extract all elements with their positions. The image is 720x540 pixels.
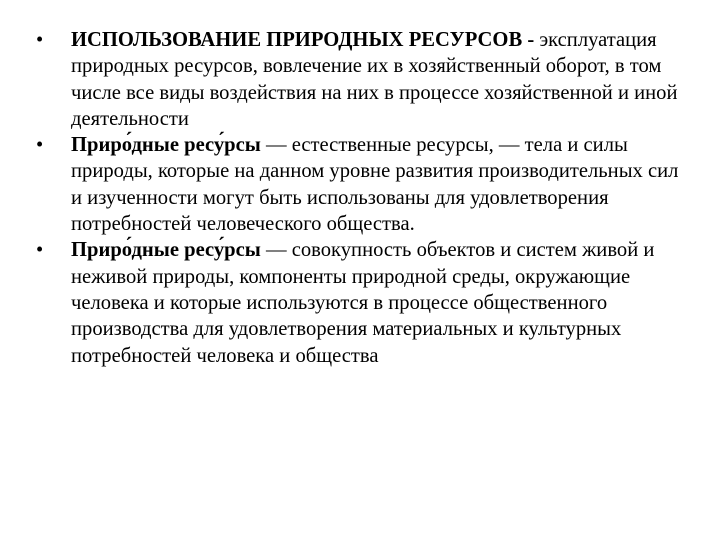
term-resource-use: ИСПОЛЬЗОВАНИЕ ПРИРОДНЫХ РЕСУРСОВ - [71, 29, 535, 51]
term-natural-resources-2: Приро́дные ресу́рсы [71, 239, 261, 262]
term-natural-resources-1: Приро́дные ресу́рсы [71, 134, 261, 157]
bullet-icon: • [36, 29, 44, 51]
bullet-item-resource-use [36, 27, 684, 132]
bullet-item-natural-resources-1 [36, 132, 684, 237]
definition-natural-resources-2: — совокупность объектов и систем живой и неживой природы, компоненты природной среды, окружающие человека и которые используются в процессе общественного производства для удовлетворения материальных и культурных потребностей человека и общества [71, 239, 655, 367]
bullet-list [36, 27, 684, 369]
definition-resource-use: эксплуатация природных ресурсов, вовлечение их в хозяйственный оборот, в том числе все виды воздействия на них в процессе хозяйственной и иной деятельности [71, 29, 678, 130]
bullet-item-natural-resources-2 [36, 237, 684, 368]
definition-natural-resources-1: — естественные ресурсы, — тела и силы природы, которые на данном уровне развития производительных сил и изученности могут быть использованы для удовлетворения потребностей человеческого общества. [71, 134, 679, 236]
bullet-icon: • [36, 239, 44, 262]
bullet-icon: • [36, 134, 44, 157]
